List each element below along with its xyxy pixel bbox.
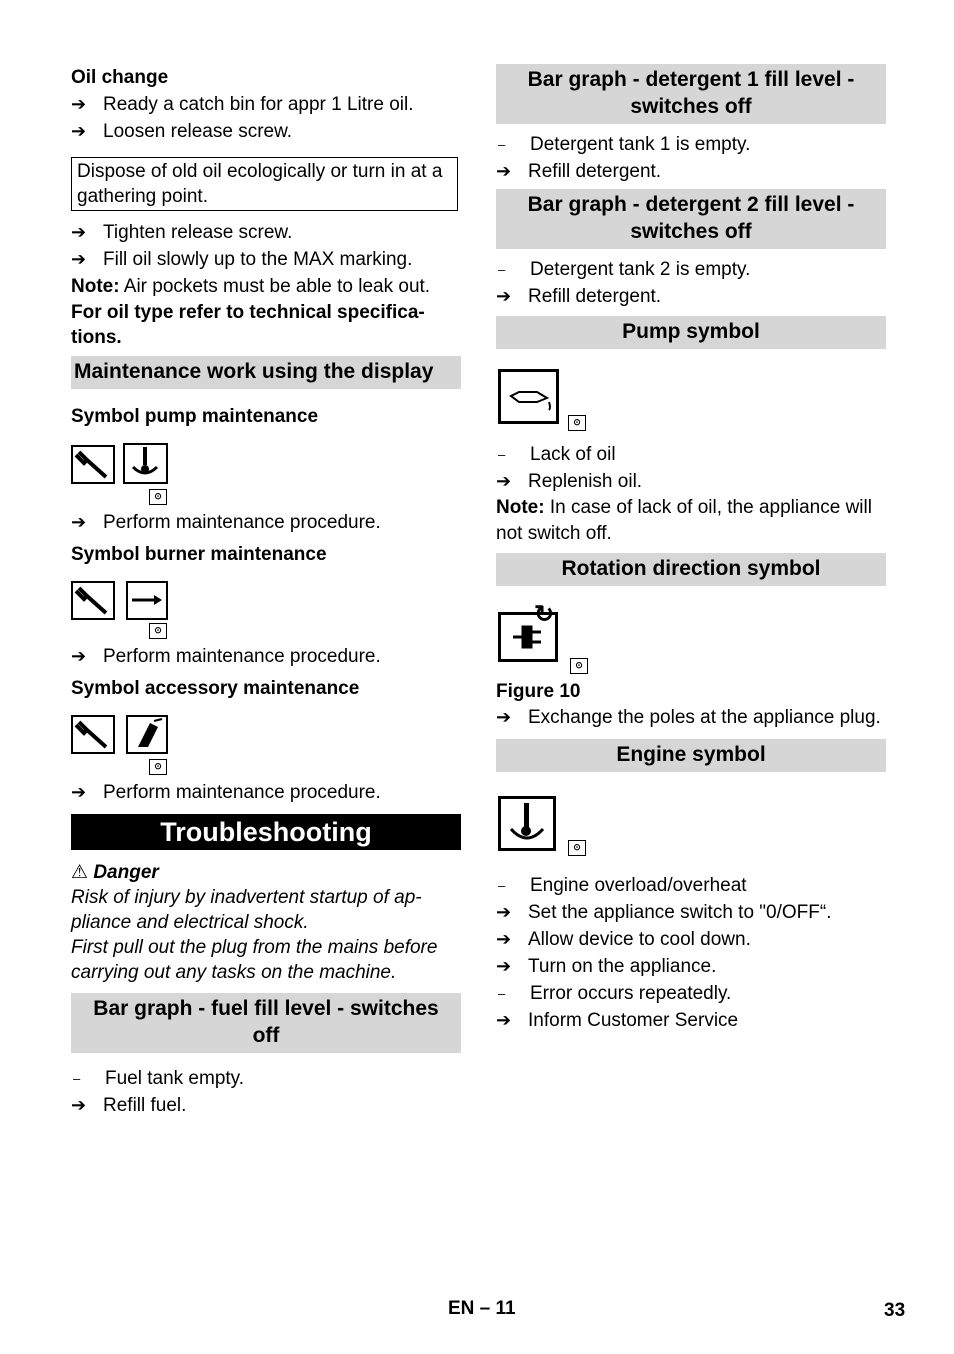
arrow-icon: ➔ [71,222,87,242]
maintenance-section-bar: Maintenance work using the display [71,356,461,389]
arrow-icon: ➔ [71,646,87,666]
list-item: ➔ Turn on the appliance. [496,953,886,980]
arrow-icon: ➔ [71,782,87,802]
left-column [71,64,461,1119]
air-note: Note: Air pockets must be able to leak out. [71,276,431,297]
dash-icon: – [498,877,506,893]
pump-maintenance-icons [71,439,461,509]
arrow-icon: ➔ [496,161,512,181]
arrow-icon: ➔ [71,1095,87,1115]
page-number: 33 [884,1300,906,1321]
list-item: ➔ Fill oil slowly up to the MAX marking. [71,246,461,273]
list-item: – Detergent tank 2 is empty. [496,256,886,283]
troubleshooting-heading: Troubleshooting [71,814,461,850]
danger-text: Risk of injury by inadvertent startup of ap-pliance and electrical shock. [71,887,422,933]
arrow-icon: ➔ [71,121,87,141]
arrow-icon: ➔ [496,955,512,976]
list-item: ➔ Perform maintenance procedure. [71,643,461,670]
list-item: – Error occurs repeatedly. [496,980,886,1007]
list-item: – Engine overload/overheat [496,872,886,899]
list-item: ➔ Loosen release screw. [71,118,461,145]
dispose-note-box: Dispose of old oil ecologically or turn in at a gathering point. [71,157,458,211]
oil-change-title: Oil change [71,67,169,88]
detergent1-section-bar: Bar graph - detergent 1 fill level - switches off [496,64,886,124]
engine-symbol-icons [496,790,886,872]
list-item: ➔ Refill detergent. [496,283,886,310]
arrow-icon: ➔ [496,1009,512,1030]
right-column [496,64,886,1034]
arrow-icon: ➔ [496,471,512,491]
dash-icon: – [498,447,506,462]
dash-icon: – [73,1071,81,1086]
list-item: ➔ Refill fuel. [71,1092,461,1119]
figure-label: Figure 10 [496,681,581,702]
list-item: ➔ Inform Customer Service [496,1007,886,1034]
rotation-arrow-icon: ↻ [534,601,555,628]
footer-language-page: EN – 11 [448,1298,516,1319]
engine-overheat-icon [498,796,556,851]
list-item: ➔ Perform maintenance procedure. [71,779,461,806]
burner-maintenance-icons [71,577,461,643]
list-item: ➔ Set the appliance switch to "0/OFF“. [496,899,886,926]
arrow-icon: ➔ [496,901,512,922]
arrow-icon: ➔ [496,706,512,727]
rotation-section-bar: Rotation direction symbol [496,553,886,586]
indicator-icon: ⊙ [568,415,586,431]
pump-maintenance-title: Symbol pump maintenance [71,406,319,427]
list-item: ➔ Tighten release screw. [71,219,461,246]
danger-text: First pull out the plug from the mains before carrying out any tasks on the machine. [71,937,438,983]
fuel-section-bar: Bar graph - fuel fill level - switches off [71,993,461,1053]
arrow-icon: ➔ [496,928,512,949]
list-item: ➔ Perform maintenance procedure. [71,509,461,536]
wrench-icon [71,445,115,484]
dash-icon: – [498,262,506,277]
arrow-icon: ➔ [71,94,87,114]
indicator-icon: ⊙ [149,623,167,639]
rotation-symbol-icons [496,601,886,676]
warning-icon: ⚠ [71,862,89,883]
indicator-icon: ⊙ [568,840,586,856]
pump-note: Note: In case of lack of oil, the appliance will not switch off. [496,497,872,544]
accessory-maintenance-title: Symbol accessory maintenance [71,678,360,699]
arrow-icon: ➔ [496,286,512,306]
list-item: – Lack of oil [496,441,886,468]
list-item: ➔ Replenish oil. [496,468,886,495]
dash-icon: – [498,137,506,152]
oil-can-icon [498,369,559,424]
wrench-icon [71,581,115,620]
engine-section-bar: Engine symbol [496,739,886,772]
list-item: – Fuel tank empty. [71,1065,461,1092]
arrow-icon: ➔ [71,512,87,532]
wrench-icon [71,715,115,754]
oil-type-note: For oil type refer to technical specifica-tions. [71,302,425,348]
detergent2-section-bar: Bar graph - detergent 2 fill level - switches off [496,189,886,249]
list-item: ➔ Ready a catch bin for appr 1 Litre oil. [71,91,461,118]
danger-heading: ⚠ Danger [71,862,159,883]
list-item: – Detergent tank 1 is empty. [496,131,886,158]
accessory-maintenance-icons [71,711,461,779]
burner-icon [126,581,168,620]
spray-gun-icon [126,715,168,754]
pump-section-bar: Pump symbol [496,316,886,349]
list-item: ➔ Exchange the poles at the appliance plug. [496,706,881,728]
indicator-icon: ⊙ [570,658,588,674]
arrow-icon: ➔ [71,249,87,269]
dash-icon: – [498,985,506,1001]
indicator-icon: ⊙ [149,759,167,775]
list-item: ➔ Allow device to cool down. [496,926,886,953]
pump-symbol-icons [496,367,886,457]
list-item: ➔ Refill detergent. [496,158,886,185]
engine-temperature-icon [123,443,168,484]
indicator-icon: ⊙ [149,489,167,505]
burner-maintenance-title: Symbol burner maintenance [71,544,327,565]
